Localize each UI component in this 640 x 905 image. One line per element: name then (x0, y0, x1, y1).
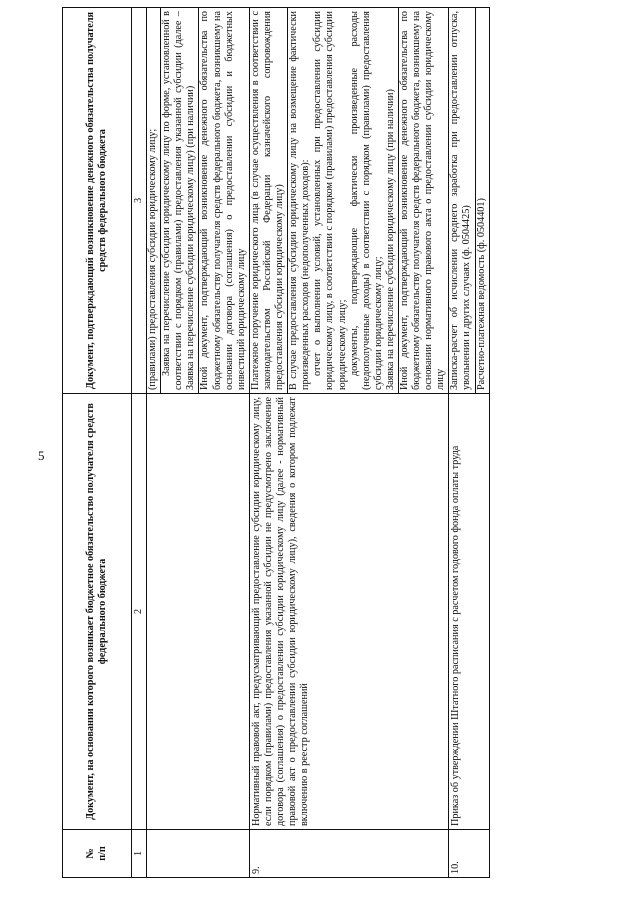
row-confirm (249, 8, 449, 394)
row-basis: Нормативный правовой акт, предусматривающий предоставление субсидии юридическому лицу, если порядком (правилами) предоставления указанной субсидии не предусмотрено заключение договора (соглашения) о предоставлении субсидии юридическому лицу (далее - нормативный правовой акт о предоставлении субсидии юридическому лицу), сведения о котором подлежат включению в реестр соглашений (249, 394, 449, 830)
continuation-text-1: Заявка на перечисление субсидии юридическому лицу по форме, установленной в соответствии с порядком (правилами) предоставления указанной субсидии (далее – Заявка на перечисление субсидии юридическому лицу) (при наличии) (161, 8, 199, 393)
confirm-item: отчет о выполнении условий, установленных при предоставлении субсидии юридическому лицу, в соответствии с порядком (правилами) предоставления субсидии юридическому лицу; (312, 11, 348, 390)
page-number: 5 (38, 448, 45, 463)
table-row (449, 8, 489, 878)
row-basis: Приказ об утверждении Штатного расписания с расчетом годового фонда оплаты труда (449, 394, 489, 830)
confirm-item: документы, подтверждающие фактически произведенные расходы (недополученные доходы) в соответствии с порядком (правилами) предоставления субсидии юридическому лицу; (348, 11, 384, 390)
rotated-table-container (62, 8, 585, 878)
index-cell-3: 3 (132, 8, 147, 394)
confirm-item: Платежное поручение юридического лица (в случае осуществления в соответствии с законодательством Российской Федерации казначейского сопровождения предоставления субсидии юридическому лицу) (250, 8, 288, 393)
header-num: № п/п (63, 830, 132, 878)
header-row (63, 8, 132, 878)
documents-table (62, 7, 490, 878)
confirm-item: В случае предоставления субсидии юридическому лицу на возмещение фактически произведенных расходов (недополученных доходов): (288, 11, 312, 390)
index-cell-2: 2 (132, 394, 147, 830)
row-num: 10. (449, 830, 489, 878)
confirm-item: Записка-расчет об исчислении среднего заработка при предоставлении отпуска, увольнении и других случаях (ф. 0504425) (449, 8, 475, 393)
table-row (249, 8, 449, 878)
row-num: 9. (249, 830, 449, 878)
continuation-text-0: (правилами) предоставления субсидии юридическому лицу; (147, 8, 161, 393)
continuation-num (147, 830, 250, 878)
confirm-item: Расчетно-платежная ведомость (ф. 0504401) (475, 198, 487, 390)
confirm-item: Заявка на перечисление субсидии юридическому лицу (при наличии) (385, 8, 399, 393)
continuation-basis (147, 394, 250, 830)
header-basis: Документ, на основании которого возникает бюджетное обязательство получателя средств федерального бюджета (63, 394, 132, 830)
continuation-confirm (147, 8, 250, 394)
index-cell-1: 1 (132, 830, 147, 878)
confirm-item: Иной документ, подтверждающий возникновение денежного обязательства по бюджетному обязательству получателя средств федерального бюджета, возникшему на основании нормативного правового акта о предоставлении субсидии юридическому лицу (398, 11, 447, 390)
row-confirm (449, 8, 489, 394)
continuation-text-2: Иной документ, подтверждающий возникновение денежного обязательства по бюджетному обязательству получателя средств федерального бюджета, возникшему на основании договора (соглашения) о предоставлении субсидии и бюджетных инвестиций юридическому лицу (199, 11, 247, 390)
header-confirm: Документ, подтверждающий возникновение денежного обязательства получателя средств федерального бюджета (63, 8, 132, 394)
continuation-row (147, 8, 250, 878)
index-row (132, 8, 147, 878)
